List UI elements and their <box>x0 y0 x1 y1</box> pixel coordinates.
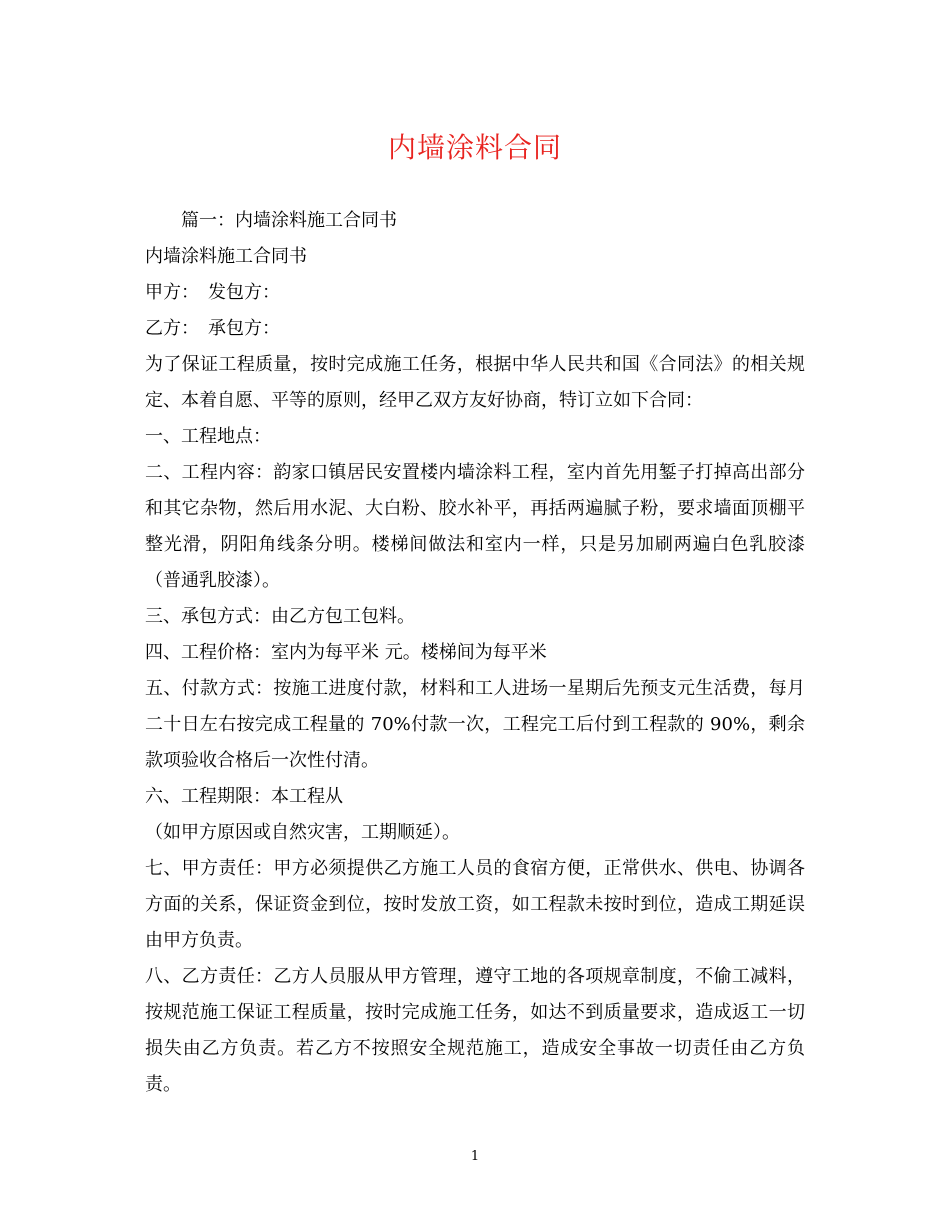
clause-7-party-a-duty: 七、甲方责任：甲方必须提供乙方施工人员的食宿方便，正常供水、供电、协调各方面的关系，保证资金到位，按时发放工资，如工程款未按时到位，造成工期延误由甲方负责。 <box>145 858 805 951</box>
clause-4-price: 四、工程价格：室内为每平米 元。楼梯间为每平米 <box>145 642 547 663</box>
party-b-line: 乙方： 承包方： <box>145 318 280 339</box>
clause-1-location: 一、工程地点： <box>145 426 271 447</box>
clause-3-contract-method: 三、承包方式：由乙方包工包料。 <box>145 606 415 627</box>
clause-8-party-b-duty: 八、乙方责任：乙方人员服从甲方管理，遵守工地的各项规章制度，不偷工减料，按规范施工保证工程质量，按时完成施工任务，如达不到质量要求，造成返工一切损失由乙方负责。若乙方不按照安全规范施工，造成安全事故一切责任由乙方负责。 <box>145 966 805 1095</box>
contract-name: 内墙涂料施工合同书 <box>145 246 307 267</box>
document-title: 内墙涂料合同 <box>387 131 562 164</box>
clause-6-period: 六、工程期限：本工程从 <box>145 786 343 807</box>
page-number: 1 <box>470 1149 480 1164</box>
document-body <box>145 203 805 1103</box>
section-heading: 篇一：内墙涂料施工合同书 <box>181 210 397 231</box>
clause-2-content: 二、工程内容：韵家口镇居民安置楼内墙涂料工程，室内首先用錾子打掉高出部分和其它杂物，然后用水泥、大白粉、胶水补平，再括两遍腻子粉，要求墙面顶棚平整光滑，阴阳角线条分明。楼梯间做法和室内一样，只是另加刷两遍白色乳胶漆（普通乳胶漆）。 <box>145 462 805 591</box>
party-a-line: 甲方： 发包方： <box>145 282 280 303</box>
preamble-paragraph: 为了保证工程质量，按时完成施工任务，根据中华人民共和国《合同法》的相关规定、本着自愿、平等的原则，经甲乙双方友好协商，特订立如下合同： <box>145 354 805 411</box>
clause-6-note: （如甲方原因或自然灾害，工期顺延）。 <box>145 822 460 843</box>
clause-5-payment: 五、付款方式：按施工进度付款，材料和工人进场一星期后先预支元生活费，每月二十日左右按完成工程量的 70%付款一次，工程完工后付到工程款的 90%，剩余款项验收合格后一次性付清。 <box>145 678 805 771</box>
